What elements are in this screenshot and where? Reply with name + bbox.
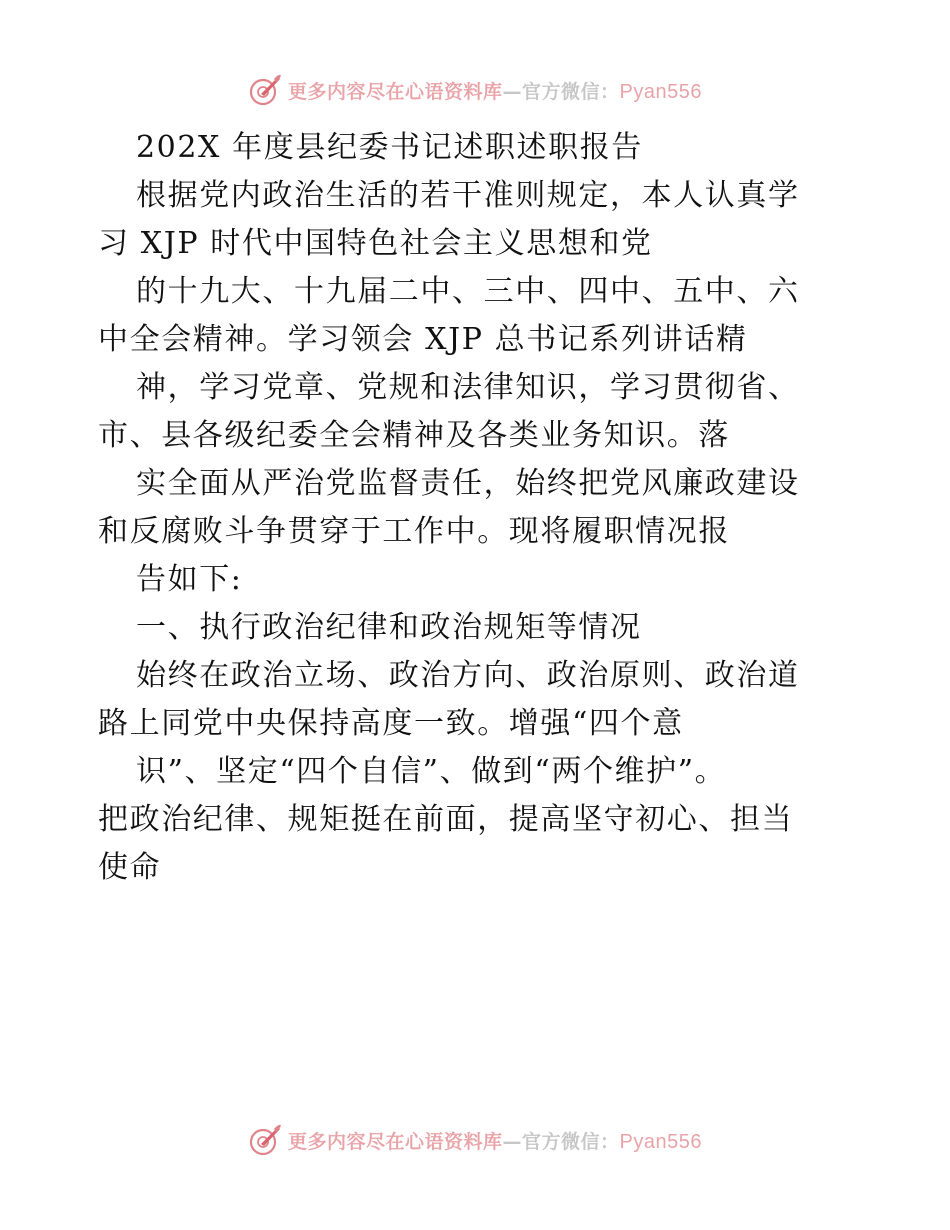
text-line: 告如下: bbox=[136, 562, 243, 597]
text-line: 把政治纪律、规矩挺在前面，提高坚守初心、担当 bbox=[98, 802, 794, 837]
watermark-account: Pyan556 bbox=[619, 1130, 702, 1153]
watermark-sub-text: 官方微信： bbox=[522, 80, 620, 103]
text-line: 根据党内政治生活的若干准则规定，本人认真学 bbox=[136, 178, 800, 213]
text-line: 的十九大、十九届二中、三中、四中、五中、六 bbox=[136, 274, 800, 309]
section-heading: 一、执行政治纪律和政治规矩等情况 bbox=[136, 610, 642, 645]
text-line: 神，学习党章、党规和法律知识，学习贯彻省、 bbox=[136, 370, 800, 405]
text-line: 路上同党中央保持高度一致。增强“四个意 bbox=[98, 706, 684, 741]
watermark-header bbox=[0, 72, 950, 108]
watermark-main-text: 更多内容尽在心语资料库 bbox=[288, 1130, 503, 1153]
document-body bbox=[98, 124, 858, 892]
quill-logo-icon bbox=[248, 1123, 282, 1157]
watermark-text bbox=[288, 77, 702, 104]
watermark-dash: — bbox=[502, 1130, 523, 1153]
watermark-dash: — bbox=[502, 80, 523, 103]
text-line: 中全会精神。学习领会 XJP 总书记系列讲话精 bbox=[98, 322, 748, 357]
text-line: 和反腐败斗争贯穿于工作中。现将履职情况报 bbox=[98, 514, 730, 549]
text-line: 使命 bbox=[98, 850, 162, 885]
quill-logo-icon bbox=[248, 73, 282, 107]
text-line: 习 XJP 时代中国特色社会主义思想和党 bbox=[98, 226, 653, 261]
text-line: 识”、坚定“四个自信”、做到“两个维护”。 bbox=[136, 754, 727, 789]
watermark-footer bbox=[0, 1122, 950, 1158]
text-line: 市、县各级纪委全会精神及各类业务知识。落 bbox=[98, 418, 730, 453]
watermark-sub-text: 官方微信： bbox=[522, 1130, 620, 1153]
document-title: 202X 年度县纪委书记述职述职报告 bbox=[136, 130, 643, 165]
watermark-account: Pyan556 bbox=[619, 80, 702, 103]
watermark-main-text: 更多内容尽在心语资料库 bbox=[288, 80, 503, 103]
watermark-text bbox=[288, 1127, 702, 1154]
text-line: 始终在政治立场、政治方向、政治原则、政治道 bbox=[136, 658, 800, 693]
text-line: 实全面从严治党监督责任，始终把党风廉政建设 bbox=[136, 466, 800, 501]
